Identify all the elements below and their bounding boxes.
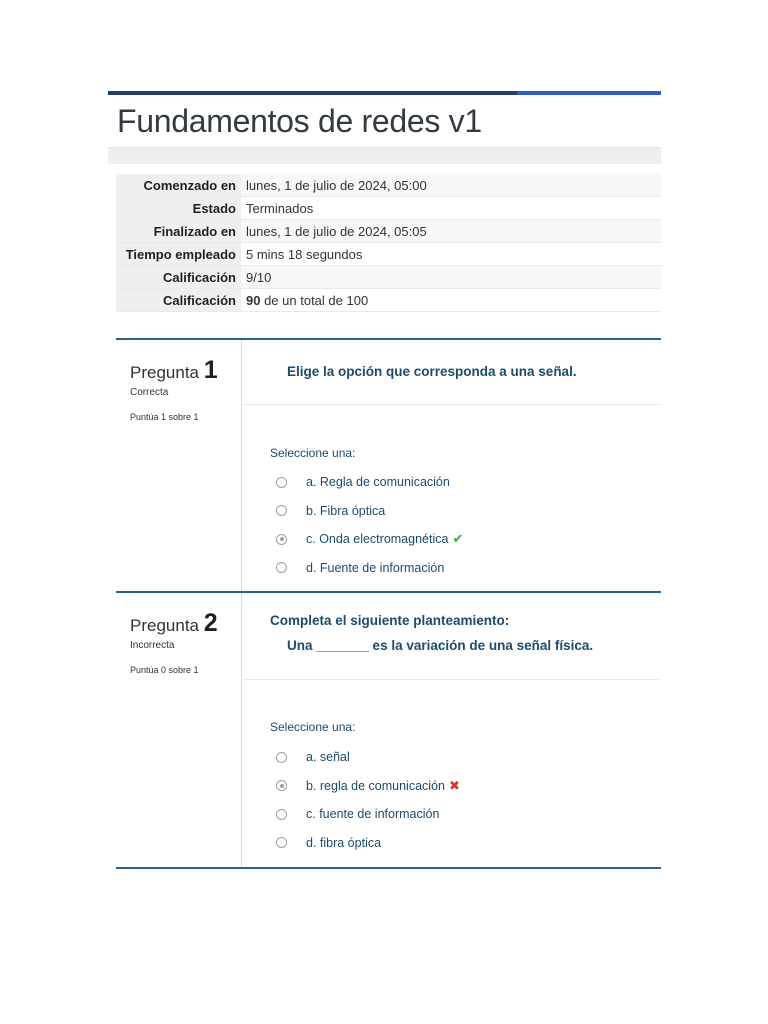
answer-prompt: Seleccione una: xyxy=(270,720,356,734)
attempt-summary-table xyxy=(116,173,661,312)
summary-row-started xyxy=(116,174,661,197)
answer-option-c[interactable] xyxy=(276,525,463,554)
divider xyxy=(242,679,661,680)
answer-option-d[interactable] xyxy=(276,554,463,583)
answer-option-a[interactable] xyxy=(276,743,460,772)
answer-label: d. fibra óptica xyxy=(306,835,382,850)
summary-row-finished xyxy=(116,220,661,243)
summary-label: Comenzado en xyxy=(116,174,241,197)
summary-label: Tiempo empleado xyxy=(116,243,241,266)
answer-option-a[interactable] xyxy=(276,468,463,497)
question-1 xyxy=(116,338,661,591)
summary-label: Estado xyxy=(116,197,241,220)
grade-score: 90 xyxy=(246,292,261,308)
question-text: Elige la opción que corresponda a una señal. xyxy=(287,364,577,379)
radio-button[interactable] xyxy=(276,505,287,516)
grade-total: de un total de 100 xyxy=(260,292,369,308)
navigation-strip xyxy=(108,147,661,164)
answer-label: b. Fibra óptica xyxy=(306,503,386,518)
summary-value: lunes, 1 de julio de 2024, 05:05 xyxy=(241,220,661,243)
radio-button[interactable] xyxy=(276,477,287,488)
header-accent-bar xyxy=(108,91,661,95)
page-title: Fundamentos de redes v1 xyxy=(117,103,482,139)
answer-label: c. Onda electromagnética xyxy=(306,532,449,547)
question-grade: Puntúa 1 sobre 1 xyxy=(130,412,199,422)
summary-value: 9/10 xyxy=(241,266,661,289)
question-info xyxy=(116,593,242,867)
summary-value: Terminados xyxy=(241,197,661,220)
answer-label: c. fuente de información xyxy=(306,807,440,822)
question-grade: Puntúa 0 sobre 1 xyxy=(130,665,199,675)
summary-value: 5 mins 18 segundos xyxy=(241,243,661,266)
answer-option-b[interactable] xyxy=(276,772,460,801)
summary-label: Calificación xyxy=(116,266,241,289)
question-statement: Una _______ es la variación de una señal física. xyxy=(287,638,594,653)
cross-icon: ✖ xyxy=(448,777,460,793)
answer-option-b[interactable] xyxy=(276,497,463,526)
radio-button[interactable] xyxy=(276,752,287,763)
question-heading: Pregunta xyxy=(130,363,199,382)
question-content xyxy=(242,340,661,591)
summary-label: Finalizado en xyxy=(116,220,241,243)
radio-button[interactable] xyxy=(276,809,287,820)
divider xyxy=(242,404,661,405)
radio-button-selected[interactable] xyxy=(276,534,287,545)
answer-list xyxy=(276,743,460,857)
question-info xyxy=(116,340,242,591)
question-text: Completa el siguiente planteamiento: xyxy=(270,613,510,628)
summary-row-marks xyxy=(116,266,661,289)
radio-button[interactable] xyxy=(276,562,287,573)
question-heading: Pregunta xyxy=(130,616,199,635)
question-2 xyxy=(116,591,661,869)
quiz-review xyxy=(108,91,661,869)
answer-label: a. Regla de comunicación xyxy=(306,475,450,490)
answer-label: d. Fuente de información xyxy=(306,560,445,575)
radio-button-selected[interactable] xyxy=(276,780,287,791)
answer-label: b. regla de comunicación xyxy=(306,778,445,793)
question-state: Correcta xyxy=(130,387,169,398)
summary-row-time xyxy=(116,243,661,266)
summary-row-state xyxy=(116,197,661,220)
summary-value: lunes, 1 de julio de 2024, 05:00 xyxy=(241,174,661,197)
answer-option-d[interactable] xyxy=(276,829,460,858)
answer-option-c[interactable] xyxy=(276,800,460,829)
summary-row-grade xyxy=(116,289,661,312)
answer-label: a. señal xyxy=(306,750,350,765)
question-number: 1 xyxy=(203,356,218,384)
summary-label: Calificación xyxy=(116,289,241,312)
check-icon: ✔ xyxy=(452,531,464,547)
answer-list xyxy=(276,468,463,582)
radio-button[interactable] xyxy=(276,837,287,848)
question-content xyxy=(242,593,661,867)
answer-prompt: Seleccione una: xyxy=(270,446,356,460)
summary-value xyxy=(241,289,661,312)
question-state: Incorrecta xyxy=(130,640,175,651)
question-number: 2 xyxy=(203,609,218,637)
